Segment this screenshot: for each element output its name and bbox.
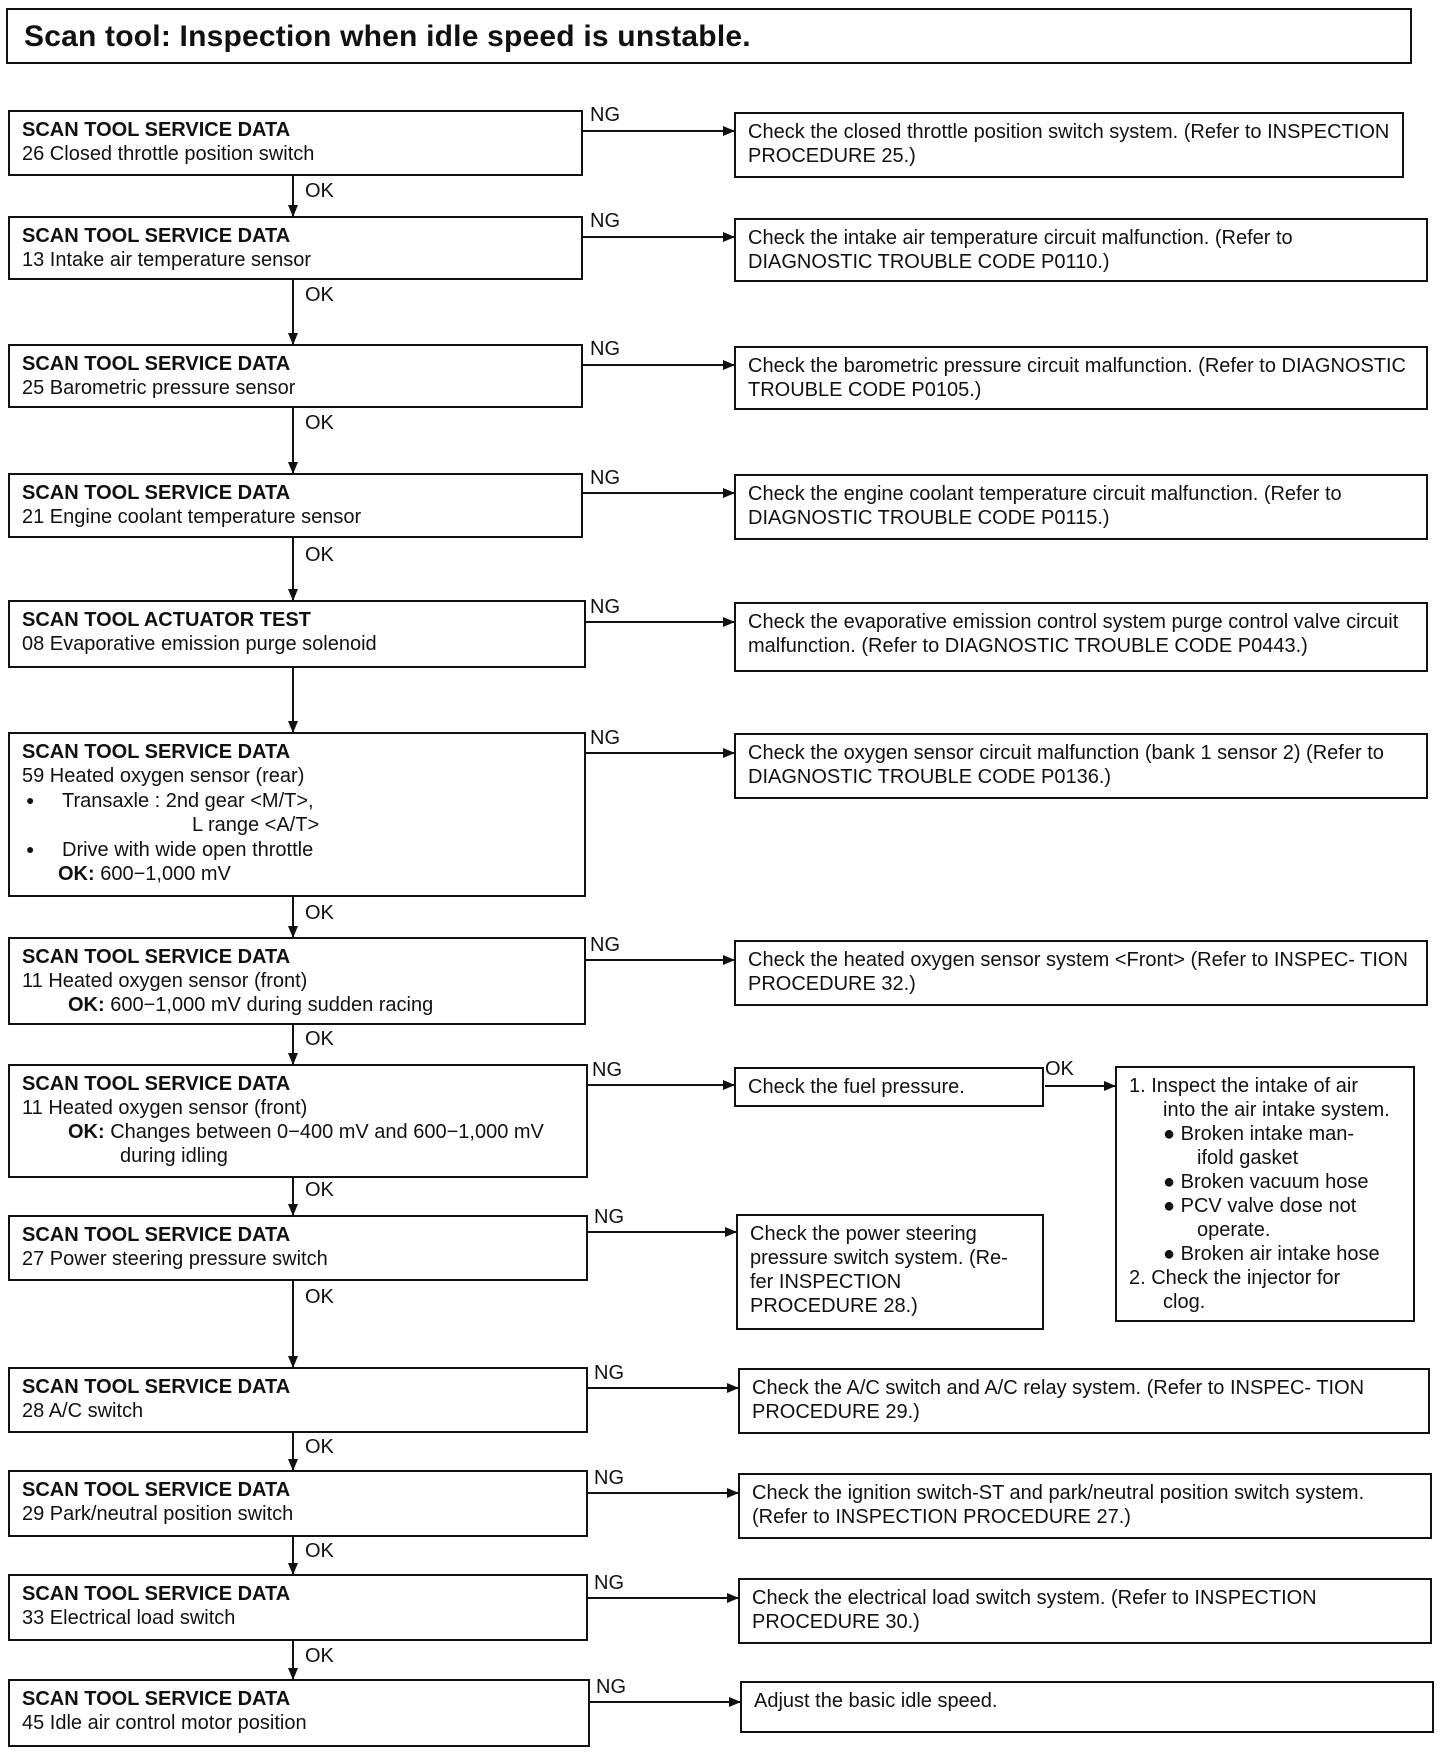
step-header: SCAN TOOL SERVICE DATA	[22, 946, 291, 968]
result-line: circuit malfunction. (Refer to DIAGNOSTIC TROUBLE CODE P0443.)	[748, 611, 1399, 657]
condition-continued: L range <A/T>	[192, 814, 320, 836]
result-line: DIAGNOSTIC TROUBLE CODE P0115.)	[748, 507, 1110, 529]
result-box-7	[734, 940, 1428, 1006]
step-item: 27 Power steering pressure switch	[22, 1248, 328, 1270]
followup-line: into the air intake system.	[1163, 1099, 1390, 1121]
ng-label: NG	[590, 338, 620, 360]
result-line: PROCEDURE 28.)	[750, 1295, 918, 1317]
step-header: SCAN TOOL SERVICE DATA	[22, 1479, 291, 1501]
ok-label: OK	[305, 544, 334, 566]
step-header: SCAN TOOL SERVICE DATA	[22, 1376, 291, 1398]
ng-label: NG	[594, 1467, 624, 1489]
step-item: 59 Heated oxygen sensor (rear)	[22, 765, 305, 787]
step-item: 45 Idle air control motor position	[22, 1712, 307, 1734]
fuel-followup-box	[1115, 1066, 1415, 1322]
result-line: TION PROCEDURE 32.)	[748, 949, 1408, 995]
followup-line: 1. Inspect the intake of air	[1129, 1075, 1359, 1097]
ng-label: NG	[590, 467, 620, 489]
ok-value-continued: during idling	[120, 1145, 228, 1167]
result-line: (Refer to INSPECTION PROCEDURE 25.)	[748, 121, 1390, 167]
ng-label: NG	[594, 1362, 624, 1384]
result-box-5	[734, 602, 1428, 672]
step-header: SCAN TOOL SERVICE DATA	[22, 1224, 291, 1246]
result-line: Check the evaporative emission control system purge control valve	[748, 611, 1341, 633]
step-box-13	[8, 1679, 590, 1747]
step-box-2	[8, 216, 583, 280]
result-box-1	[734, 112, 1404, 178]
ok-label: OK:	[58, 863, 95, 885]
step-item: 25 Barometric pressure sensor	[22, 377, 296, 399]
ng-label: NG	[590, 727, 620, 749]
result-line: Adjust the basic idle speed.	[754, 1690, 998, 1712]
result-line: Check the fuel pressure.	[748, 1076, 965, 1098]
step-item: 28 A/C switch	[22, 1400, 144, 1422]
result-line: to DIAGNOSTIC TROUBLE CODE P0136.)	[748, 742, 1384, 788]
step-box-7	[8, 937, 586, 1025]
result-line: Check the barometric pressure circuit malfunction. (Refer to	[748, 355, 1276, 377]
step-item: 11 Heated oxygen sensor (front)	[22, 970, 308, 992]
ng-label: NG	[590, 104, 620, 126]
ok-criteria	[22, 993, 572, 1017]
ok-criteria	[22, 1120, 574, 1144]
page-title: Scan tool: Inspection when idle speed is unstable.	[24, 20, 751, 53]
followup-line: ● Broken air intake hose	[1163, 1243, 1380, 1265]
ok-label: OK	[305, 902, 334, 924]
step-item: 13 Intake air temperature sensor	[22, 249, 312, 271]
ok-label: OK	[305, 1436, 334, 1458]
result-line: Check the heated oxygen sensor system <Front> (Refer to INSPEC-	[748, 949, 1355, 971]
result-line: Check the A/C switch and A/C relay system. (Refer to INSPEC-	[752, 1377, 1312, 1399]
result-box-11	[738, 1473, 1432, 1539]
step-header: SCAN TOOL SERVICE DATA	[22, 353, 291, 375]
condition-bullet: ● Transaxle : 2nd gear <M/T>,	[22, 788, 572, 813]
followup-line: clog.	[1163, 1291, 1206, 1313]
ok-label: OK:	[68, 1121, 105, 1143]
result-line: fer INSPECTION	[750, 1271, 902, 1293]
followup-line: operate.	[1197, 1219, 1271, 1241]
ng-label: NG	[596, 1676, 626, 1698]
result-box-9	[736, 1214, 1044, 1330]
step-header: SCAN TOOL SERVICE DATA	[22, 119, 291, 141]
ng-label: NG	[592, 1059, 622, 1081]
ok-label: OK	[305, 1540, 334, 1562]
result-line: TION PROCEDURE 29.)	[752, 1377, 1365, 1423]
result-box-2	[734, 218, 1428, 282]
result-line: Check the ignition switch-ST and park/neutral position switch system.	[752, 1482, 1365, 1504]
result-line: pressure switch system. (Re-	[750, 1247, 1008, 1269]
result-line: (Refer to INSPECTION PROCEDURE 27.)	[752, 1506, 1131, 1528]
step-box-11	[8, 1470, 588, 1537]
step-header: SCAN TOOL SERVICE DATA	[22, 1688, 291, 1710]
step-box-12	[8, 1574, 588, 1641]
result-line: PROCEDURE 30.)	[752, 1611, 920, 1633]
followup-line: 2. Check the injector for	[1129, 1267, 1341, 1289]
step-box-5	[8, 600, 586, 668]
step-item: 29 Park/neutral position switch	[22, 1503, 294, 1525]
ok-label: OK	[305, 1645, 334, 1667]
step-header: SCAN TOOL ACTUATOR TEST	[22, 609, 311, 631]
step-header: SCAN TOOL SERVICE DATA	[22, 1583, 291, 1605]
step-item: 26 Closed throttle position switch	[22, 143, 315, 165]
step-header: SCAN TOOL SERVICE DATA	[22, 741, 291, 763]
ok-label: OK	[1045, 1058, 1074, 1080]
ok-label: OK	[305, 1286, 334, 1308]
result-line: Check the oxygen sensor circuit malfunction (bank 1 sensor 2) (Refer	[748, 742, 1362, 764]
result-box-13	[740, 1681, 1434, 1733]
result-box-3	[734, 346, 1428, 410]
ok-value: 600−1,000 mV during sudden racing	[110, 994, 434, 1016]
result-box-4	[734, 474, 1428, 540]
result-box-6	[734, 733, 1428, 799]
step-header: SCAN TOOL SERVICE DATA	[22, 1073, 291, 1095]
ng-label: NG	[590, 934, 620, 956]
followup-line: ● Broken intake man-	[1163, 1123, 1355, 1145]
result-line: Check the power steering	[750, 1223, 977, 1245]
ng-label: NG	[594, 1206, 624, 1228]
step-item: 11 Heated oxygen sensor (front)	[22, 1097, 308, 1119]
step-item: 33 Electrical load switch	[22, 1607, 236, 1629]
ok-label: OK	[305, 1028, 334, 1050]
ok-label: OK:	[68, 994, 105, 1016]
step-box-4	[8, 473, 583, 538]
followup-line: ifold gasket	[1197, 1147, 1299, 1169]
step-item: 21 Engine coolant temperature sensor	[22, 506, 362, 528]
ok-label: OK	[305, 180, 334, 202]
result-box-12	[738, 1578, 1432, 1644]
condition-bullet: ● Drive with wide open throttle	[22, 837, 572, 862]
result-box-8	[734, 1067, 1044, 1107]
result-box-10	[738, 1368, 1430, 1434]
ng-label: NG	[594, 1572, 624, 1594]
step-header: SCAN TOOL SERVICE DATA	[22, 225, 291, 247]
followup-line: ● Broken vacuum hose	[1163, 1171, 1369, 1193]
step-box-10	[8, 1367, 588, 1433]
result-line: Check the closed throttle position switch system.	[748, 121, 1179, 143]
ok-label: OK	[305, 412, 334, 434]
result-line: DIAGNOSTIC TROUBLE CODE P0105.)	[748, 355, 1406, 401]
step-box-6	[8, 732, 586, 897]
result-line: DIAGNOSTIC TROUBLE CODE P0110.)	[748, 251, 1110, 273]
ok-value: Changes between 0−400 mV and 600−1,000 mV	[110, 1121, 544, 1143]
ok-label: OK	[305, 284, 334, 306]
step-box-3	[8, 344, 583, 408]
ok-value: 600−1,000 mV	[100, 863, 231, 885]
result-line: Check the intake air temperature circuit malfunction. (Refer to	[748, 227, 1293, 249]
result-line: Check the electrical load switch system. (Refer to INSPECTION	[752, 1587, 1317, 1609]
ng-label: NG	[590, 210, 620, 232]
ok-criteria	[22, 862, 572, 886]
step-box-1	[8, 110, 583, 176]
step-item: 08 Evaporative emission purge solenoid	[22, 633, 377, 655]
result-line: Check the engine coolant temperature circuit malfunction. (Refer to	[748, 483, 1342, 505]
followup-line: ● PCV valve dose not	[1163, 1195, 1357, 1217]
ok-label: OK	[305, 1179, 334, 1201]
step-header: SCAN TOOL SERVICE DATA	[22, 482, 291, 504]
step-box-8	[8, 1064, 588, 1178]
step-box-9	[8, 1215, 588, 1281]
ng-label: NG	[590, 596, 620, 618]
